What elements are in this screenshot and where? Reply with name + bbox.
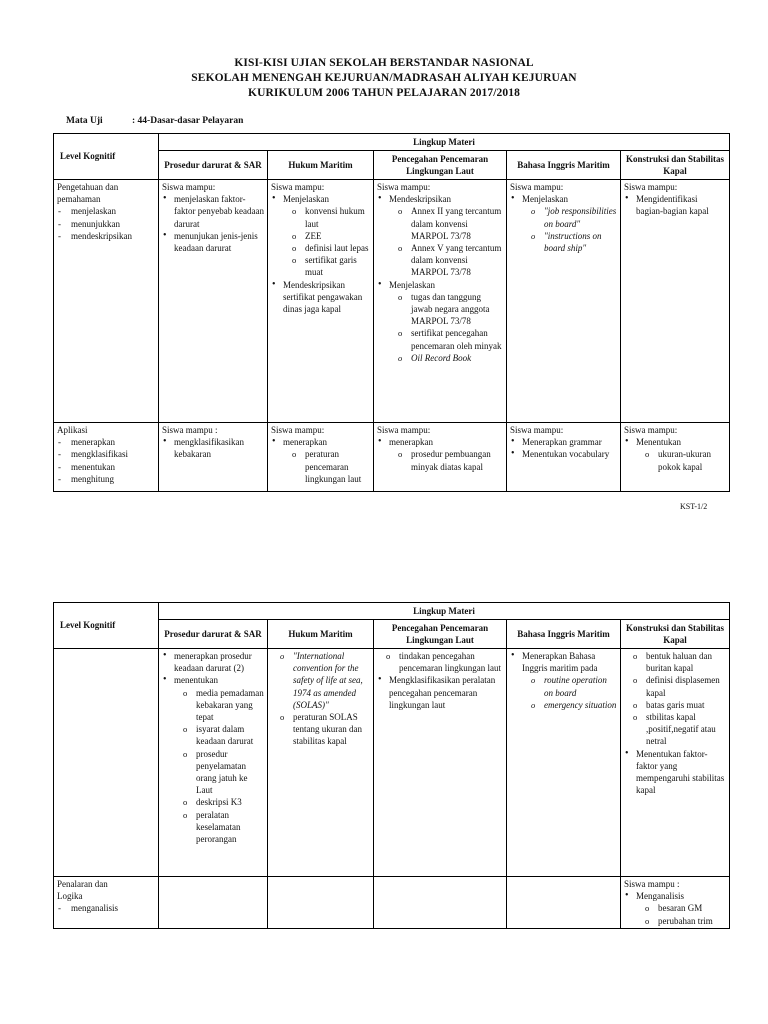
prosedur-cell [159,423,268,492]
bullet-list [624,890,726,927]
level-cell [54,877,159,929]
hukum-cell [268,423,374,492]
col-prosedur-header: Prosedur darurat & SAR [159,151,268,180]
list-item-label: Mendeskripsikan [389,194,451,205]
list-item: • Menentukan vocabulary [510,448,617,460]
list-item: - mengklasifikasi [57,448,155,460]
cell-intro: Siswa mampu: [510,425,564,435]
page-code: KST-1/2 [680,502,708,511]
bullet-list [162,193,264,254]
sub-list [636,448,726,472]
subject-value: : 44-Dasar-dasar Pelayaran [132,116,244,126]
level-title: Penalaran dan [57,879,108,889]
list-item [162,674,264,845]
title-line-3: KURIKULUM 2006 TAHUN PELAJARAN 2017/2018 [248,87,520,99]
lingkup-materi-header: Lingkup Materi [159,134,730,151]
list-item-label: Menjelaskan [283,194,329,205]
bahasa-cell [507,423,621,492]
prosedur-cell [159,877,268,929]
bullet-list [377,193,503,364]
col-pencemaran-header: Pencegahan Pencemaran Lingkungan Laut [374,151,507,180]
level-title: Logika [57,891,83,902]
list-item: o konvensi hukum laut [283,205,370,229]
list-item-label: menentukan [174,675,218,686]
list-item: - menganalisis [57,902,155,914]
cell-intro: Siswa mampu: [271,425,325,435]
sub-list [624,650,726,748]
list-item [624,890,726,927]
list-item: o routine operation on board [522,674,617,698]
col-hukum-header: Hukum Maritim [268,151,374,180]
level-verb-list [57,436,155,485]
list-item: o peralatan keselamatan perorangan [174,809,264,846]
list-item: - menunjukkan [57,218,155,230]
list-item-label: menerapkan [389,437,433,448]
list-item: - menghitung [57,473,155,485]
list-item: o definisi displasemen kapal [624,674,726,698]
list-item: • menunjukan jenis-jenis keadaan darurat [162,230,264,254]
bullet-list [162,436,264,460]
list-item-label: menerapkan [283,437,327,448]
hukum-cell [268,180,374,423]
cell-intro: Siswa mampu: [162,182,216,192]
cell-intro: Siswa mampu: [271,182,325,192]
prosedur-cell [159,180,268,423]
cell-intro: Siswa mampu : [162,425,218,435]
list-item: o batas garis muat [624,699,726,711]
sub-list [389,205,503,278]
pencemaran-cell [374,423,507,492]
cell-intro: Siswa mampu: [624,425,678,435]
list-item [271,193,370,278]
list-item: o peraturan pencemaran lingkungan laut [283,448,370,485]
sub-list [522,674,617,711]
list-item: o "instructions on board ship" [522,230,617,254]
list-item: o bentuk haluan dan buritan kapal [624,650,726,674]
list-item: o besaran GM [636,902,726,914]
document-header [0,56,768,101]
bullet-list [510,193,617,254]
list-item: o "job responsibilities on board" [522,205,617,229]
list-item-label: Menganalisis [636,891,684,902]
list-item [377,193,503,278]
list-item: o sertifikat pencegahan pencemaran oleh minyak [389,327,503,351]
bullet-list [377,674,503,711]
sub-list [283,448,370,485]
bullet-list [510,650,617,711]
list-item: o definisi laut lepas [283,242,370,254]
lingkup-materi-header: Lingkup Materi [159,603,730,620]
list-item: - mendeskripsikan [57,230,155,242]
konstruksi-cell [621,649,730,877]
table-row [54,180,730,423]
col-konstruksi-header: Konstruksi dan Stabilitas Kapal [621,151,730,180]
sub-list [271,650,370,748]
col-prosedur-header: Prosedur darurat & SAR [159,620,268,649]
list-item: o sertifikat garis muat [283,254,370,278]
col-hukum-header: Hukum Maritim [268,620,374,649]
cell-intro: Siswa mampu: [377,425,431,435]
list-item: o isyarat dalam keadaan darurat [174,723,264,747]
sub-list [389,291,503,364]
table-row [54,649,730,877]
col-pencemaran-header: Pencegahan Pencemaran Lingkungan Laut [374,620,507,649]
list-item: o peraturan SOLAS tentang ukuran dan stabilitas kapal [271,711,370,748]
cell-intro: Siswa mampu : [624,879,680,889]
col-konstruksi-header: Konstruksi dan Stabilitas Kapal [621,620,730,649]
list-item [510,193,617,254]
list-item [624,436,726,473]
level-title: Aplikasi [57,425,88,435]
level-kognitif-header: Level Kognitif [54,134,159,180]
list-item: - menerapkan [57,436,155,448]
level-cell [54,649,159,877]
list-item: o Oil Record Book [389,352,503,364]
bullet-list [624,436,726,473]
title-line-2: SEKOLAH MENENGAH KEJURUAN/MADRASAH ALIYAH KEJURUAN [191,72,577,84]
cell-intro: Siswa mampu: [624,182,678,192]
bahasa-cell [507,877,621,929]
sub-list [174,687,264,846]
level-kognitif-header: Level Kognitif [54,603,159,649]
title-line-1: KISI-KISI UJIAN SEKOLAH BERSTANDAR NASIONAL [234,57,534,69]
bullet-list [624,748,726,797]
col-bahasa-header: Bahasa Inggris Maritim [507,620,621,649]
bullet-list [271,436,370,485]
bullet-list [624,193,726,217]
table-row [54,423,730,492]
pencemaran-cell [374,877,507,929]
pencemaran-cell [374,180,507,423]
cell-intro: Siswa mampu: [377,182,431,192]
list-item: • Mengidentifikasi bagian-bagian kapal [624,193,726,217]
kisi-table-2 [53,602,730,929]
list-item-label: Menentukan [636,437,681,448]
konstruksi-cell [621,180,730,423]
list-item: • Menerapkan grammar [510,436,617,448]
kisi-table-1 [53,133,730,492]
list-item: o tindakan pencegahan pencemaran lingkungan laut [377,650,503,674]
list-item-label: Menjelaskan [389,279,435,290]
level-verb-list [57,902,155,914]
list-item: o deskripsi K3 [174,796,264,808]
list-item: o ukuran-ukuran pokok kapal [636,448,726,472]
hukum-cell [268,649,374,877]
konstruksi-cell [621,877,730,929]
bahasa-cell [507,180,621,423]
konstruksi-cell [621,423,730,492]
bullet-list [271,193,370,315]
subject-line [66,116,243,126]
list-item [377,279,503,364]
level-title: Pengetahuan dan [57,182,119,192]
list-item: • Mengklasifikasikan peralatan pencegahan pencemaran lingkungan laut [377,674,503,711]
bullet-list [510,436,617,460]
bullet-list [162,650,264,845]
hukum-cell [268,877,374,929]
list-item: o emergency situation [522,699,617,711]
sub-list [283,205,370,278]
list-item: • menjelaskan faktor-faktor penyebab keadaan darurat [162,193,264,230]
list-item: o stbilitas kapal ,positif,negatif atau netral [624,711,726,748]
list-item: • menerapkan prosedur keadaan darurat (2) [162,650,264,674]
list-item: o "International convention for the safety of life at sea, 1974 as amended (SOLAS)" [271,650,370,711]
list-item: o prosedur penyelamatan orang jatuh ke Laut [174,748,264,797]
bullet-list [377,436,503,473]
list-item [377,436,503,473]
list-item-label: Menerapkan Bahasa Inggris maritim pada [522,651,598,674]
pencemaran-cell [374,649,507,877]
list-item: o media pemadaman kebakaran yang tepat [174,687,264,724]
level-cell [54,180,159,423]
table-row [54,877,730,929]
list-item: - menjelaskan [57,205,155,217]
sub-list [389,448,503,472]
list-item-label: Menjelaskan [522,194,568,205]
list-item [271,436,370,485]
list-item: o Annex II yang tercantum dalam konvensi MARPOL 73/78 [389,205,503,242]
list-item: • Menentukan faktor-faktor yang mempengaruhi stabilitas kapal [624,748,726,797]
list-item: o tugas dan tanggung jawab negara anggota MARPOL 73/78 [389,291,503,328]
cell-intro: Siswa mampu: [510,182,564,192]
sub-list [522,205,617,254]
list-item: o perubahan trim [636,915,726,927]
bahasa-cell [507,649,621,877]
list-item: - menentukan [57,461,155,473]
level-verb-list [57,205,155,242]
list-item: o prosedur pembuangan minyak diatas kapal [389,448,503,472]
list-item: • Mendeskripsikan sertifikat pengawakan dinas jaga kapal [271,279,370,316]
list-item [510,650,617,711]
sub-list [377,650,503,674]
sub-list [636,902,726,926]
list-item: • mengklasifikasikan kebakaran [162,436,264,460]
subject-label: Mata Uji [66,116,103,126]
level-cell [54,423,159,492]
list-item: o ZEE [283,230,370,242]
level-title: pemahaman [57,194,101,205]
list-item: o Annex V yang tercantum dalam konvensi MARPOL 73/78 [389,242,503,279]
prosedur-cell [159,649,268,877]
col-bahasa-header: Bahasa Inggris Maritim [507,151,621,180]
